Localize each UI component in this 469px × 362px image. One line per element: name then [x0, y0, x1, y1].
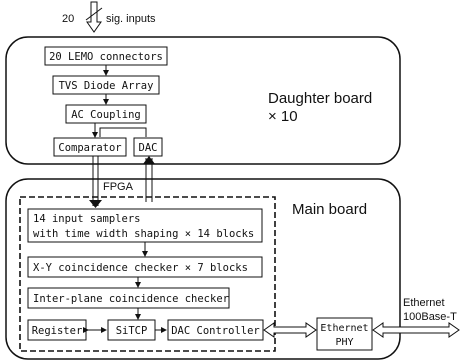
tvs-diode-label: TVS Diode Array [58, 80, 154, 92]
ethernet-label-line1: Ethernet [403, 297, 445, 309]
fpga-label: FPGA [103, 181, 133, 193]
input-samplers-line2: with time width shaping × 14 blocks [33, 228, 255, 240]
main-board-title: Main board [292, 201, 368, 218]
fpga-phy-link-arrow [264, 323, 316, 337]
input-count: 20 [62, 13, 75, 25]
xy-checker-label: X-Y coincidence checker × 7 blocks [33, 262, 248, 274]
dac-fpga-arrowhead-up [143, 156, 155, 164]
dac-label: DAC [138, 142, 158, 154]
daughter-board-title: Daughter board [268, 90, 373, 107]
ethernet-phy-line2: PHY [335, 337, 354, 348]
input-samplers-line1: 14 input samplers [33, 213, 141, 225]
ethernet-label-line2: 100Base-T [403, 311, 457, 323]
dac-threshold-line [100, 128, 146, 137]
comparator-to-fpga-arrowhead [89, 200, 102, 208]
lemo-connectors-label: 20 LEMO connectors [49, 51, 163, 63]
sitcp-label: SiTCP [115, 325, 148, 337]
ac-coupling-label: AC Coupling [71, 109, 141, 121]
phy-ethernet-link-arrow [373, 323, 459, 337]
dac-controller-label: DAC Controller [171, 325, 260, 337]
register-label: Register [31, 325, 83, 337]
inter-plane-checker-label: Inter-plane coincidence checker [33, 293, 229, 305]
ethernet-phy-line1: Ethernet [320, 323, 369, 334]
daughter-board-multiplier: × 10 [268, 108, 298, 125]
input-arrow [86, 2, 102, 32]
comparator-label: Comparator [58, 142, 122, 154]
input-label: sig. inputs [106, 13, 156, 25]
